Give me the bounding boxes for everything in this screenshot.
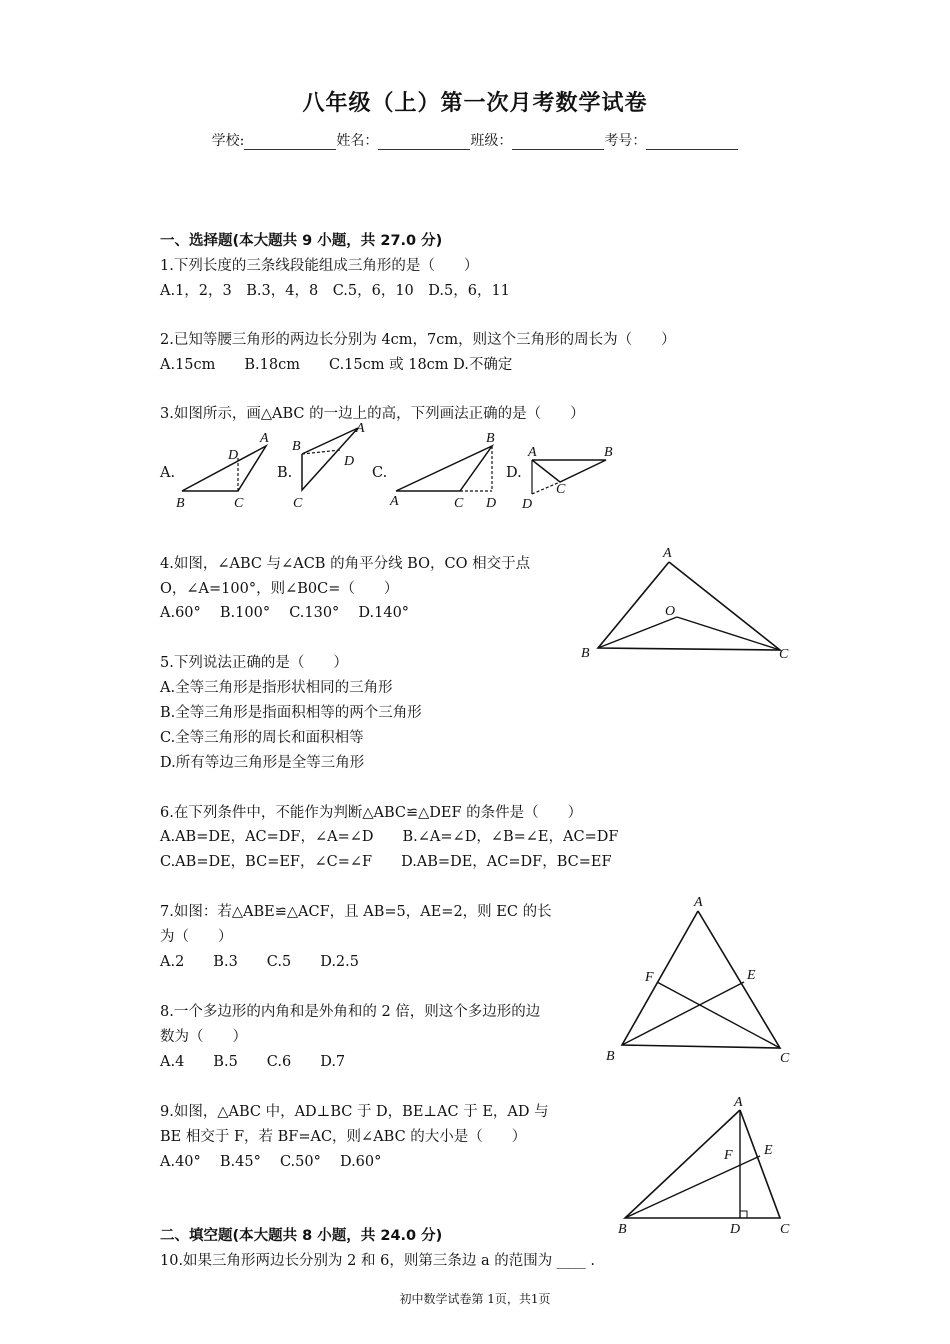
name-label: 姓名： (336, 133, 379, 149)
q3-option-c: C. (372, 465, 388, 481)
label-c: C (556, 482, 566, 497)
school-blank[interactable] (244, 135, 336, 150)
student-info-line (0, 130, 950, 150)
q7-options: A.2 B.3 C.5 D.2.5 (160, 954, 359, 970)
label-f: F (724, 1148, 733, 1163)
q3-figure-d (520, 438, 620, 514)
q4-line2: O，∠A=100°，则∠B0C=（ ） (160, 581, 399, 597)
label-e: E (747, 968, 756, 983)
label-a: A (694, 895, 703, 910)
q6-options-row2: C.AB=DE，BC=EF，∠C=∠F D.AB=DE，AC=DF，BC=EF (160, 854, 612, 870)
q3-option-b: B. (277, 465, 293, 481)
label-c: C (780, 1222, 790, 1237)
label-c: C (780, 1051, 790, 1066)
label-a: A (356, 421, 365, 436)
q5-stem: 5.下列说法正确的是（ ） (160, 655, 348, 671)
q6-options-row1: A.AB=DE，AC=DF，∠A=∠D B.∠A=∠D，∠B=∠E，AC=DF (160, 829, 619, 845)
q3-figure-a (172, 428, 280, 512)
page-footer: 初中数学试卷第 1页，共1页 (399, 1292, 551, 1306)
label-a: A (390, 494, 399, 509)
q5-option-a: A.全等三角形是指形状相同的三角形 (160, 680, 393, 696)
label-d: D (730, 1222, 741, 1237)
q8-options: A.4 B.5 C.6 D.7 (160, 1054, 346, 1070)
label-a: A (260, 431, 269, 446)
label-c: C (234, 496, 244, 511)
q4-line1: 4.如图，∠ABC 与∠ACB 的角平分线 BO，CO 相交于点 (160, 556, 531, 572)
section1-heading: 一、选择题(本大题共 9 小题，共 27.0 分) (160, 233, 443, 249)
q8-line2: 数为（ ） (160, 1029, 247, 1045)
q10-stem: 10.如果三角形两边长分别为 2 和 6，则第三条边 a 的范围为 ____ . (160, 1253, 596, 1269)
label-b: B (176, 496, 185, 511)
label-a: A (528, 445, 537, 460)
q6-stem: 6.在下列条件中，不能作为判断△ABC≌△DEF 的条件是（ ） (160, 805, 583, 821)
label-b: B (486, 431, 495, 446)
label-b: B (581, 646, 590, 661)
q1-options: A.1，2，3 B.3，4，8 C.5，6，10 D.5，6，11 (160, 283, 510, 299)
q7-line2: 为（ ） (160, 929, 233, 945)
exam-no-blank[interactable] (646, 135, 738, 150)
label-d: D (486, 496, 497, 511)
q1-stem: 1.下列长度的三条线段能组成三角形的是（ ） (160, 258, 479, 274)
q3-option-a: A. (160, 465, 176, 481)
q8-line1: 8.一个多边形的内角和是外角和的 2 倍，则这个多边形的边 (160, 1004, 541, 1020)
class-blank[interactable] (512, 135, 604, 150)
section2-heading: 二、填空题(本大题共 8 小题，共 24.0 分) (160, 1228, 443, 1244)
name-blank[interactable] (378, 135, 470, 150)
q5-option-b: B.全等三角形是指面积相等的两个三角形 (160, 705, 422, 721)
q5-option-d: D.所有等边三角形是全等三角形 (160, 755, 365, 771)
school-label: 学校: (211, 133, 245, 149)
q3-figure-c (386, 428, 504, 512)
label-a: A (663, 546, 672, 561)
q3-stem: 3.如图所示，画△ABC 的一边上的高，下列画法正确的是（ ） (160, 406, 585, 422)
q9-line2: BE 相交于 F，若 BF=AC，则∠ABC 的大小是（ ） (160, 1129, 527, 1145)
q2-stem: 2.已知等腰三角形的两边长分别为 4cm，7cm，则这个三角形的周长为（ ） (160, 332, 676, 348)
exam-no-label: 考号： (604, 133, 647, 149)
label-d: D (522, 497, 533, 512)
label-b: B (618, 1222, 627, 1237)
q2-options: A.15cm B.18cm C.15cm 或 18cm D.不确定 (160, 357, 513, 373)
q9-line1: 9.如图，△ABC 中，AD⊥BC 于 D，BE⊥AC 于 E，AD 与 (160, 1104, 549, 1120)
label-c: C (779, 647, 789, 662)
label-a: A (734, 1095, 743, 1110)
q9-options: A.40° B.45° C.50° D.60° (160, 1154, 382, 1170)
label-d: D (344, 454, 355, 469)
q3-figure-b (288, 418, 368, 512)
q4-figure (575, 540, 800, 665)
label-d: D (228, 448, 239, 463)
q5-option-c: C.全等三角形的周长和面积相等 (160, 730, 364, 746)
page-title: 八年级（上）第一次月考数学试卷 (302, 91, 648, 116)
q7-figure (600, 888, 800, 1068)
label-e: E (764, 1143, 773, 1158)
label-b: B (604, 445, 613, 460)
q3-option-d: D. (506, 465, 522, 481)
label-b: B (292, 439, 301, 454)
class-label: 班级： (470, 133, 513, 149)
q4-options: A.60° B.100° C.130° D.140° (160, 605, 410, 621)
label-b: B (606, 1049, 615, 1064)
label-o: O (665, 604, 676, 619)
q9-figure (610, 1090, 800, 1240)
label-c: C (293, 496, 303, 511)
q7-line1: 7.如图：若△ABE≌△ACF，且 AB=5，AE=2，则 EC 的长 (160, 904, 552, 920)
label-c: C (454, 496, 464, 511)
label-f: F (645, 970, 654, 985)
